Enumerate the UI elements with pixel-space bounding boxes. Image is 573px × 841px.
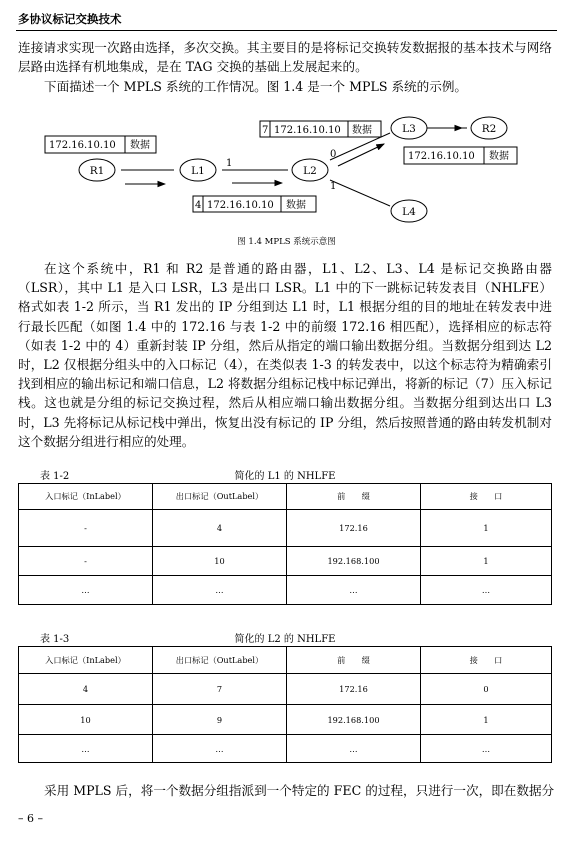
port-label-l2-up: 0 [330, 149, 337, 160]
table-cell: … [19, 576, 153, 605]
table-header-cell: 接 口 [421, 484, 552, 510]
table-header-cell: 出口标记（OutLabel） [153, 484, 287, 510]
table-cell: … [153, 735, 287, 763]
table-number: 表 1-2 [40, 471, 70, 482]
node-label-r1: R1 [89, 165, 105, 177]
node-label-r2: R2 [481, 123, 497, 135]
table-cell: … [153, 576, 287, 605]
node-label-l2: L2 [303, 165, 317, 177]
table-header-cell: 入口标记（InLabel） [19, 484, 153, 510]
table-row [19, 705, 552, 735]
table-1-2 [18, 483, 552, 605]
paragraph-3: 在这个系统中，R1 和 R2 是普通的路由器，L1、L2、L3、L4 是标记交换路由器（LSR），其中 L1 是入口 LSR，L3 是出口 LSR。L1 中的下一跳标记转发表目（NHLFE）格式如表 1-2 所示，当 R1 发出的 IP 分组到达 L1 时，L1 根据分组的目的地址在转发表中进行最长匹配（如图 1.4 中的 172.16 与表 1-2 中的前缀 172.16 相匹配），选择相应的标志符（如表 1-2 中的 4）重新封装 IP 分组，然后从指定的端口输出数据分组。当数据分组到达 L2 时，L2 仅根据分组头中的入口标记（4），在类似表 1-3 的转发表中，以这个标志符为精确索引找到相应的输出标记和端口信息，L2 将数据分组标记栈中标记弹出，将新的标记（7）压入标记栈。这也就是分组的标记交换过程，然后从相应端口输出数据分组。当数据分组到达出口 L3 时，L3 先将标记从标记栈中弹出，恢复出没有标记的 IP 分组，然后按照普通的路由转发机制对这个数据分组进行相应的处理。 [18, 261, 552, 449]
page-number: – 6 – [18, 812, 43, 825]
table-cell: 192.168.100 [287, 705, 421, 735]
table-header-cell: 入口标记（InLabel） [19, 647, 153, 674]
table-cell: 10 [153, 547, 287, 576]
table-cell: … [287, 735, 421, 763]
packet-d-ip: 172.16.10.10 [408, 151, 475, 162]
table-cell: 172.16 [287, 674, 421, 705]
packet-c-data: 数据 [352, 125, 372, 136]
running-header: 多协议标记交换技术 [18, 12, 122, 26]
table-cell: 4 [153, 510, 287, 547]
table-header-cell: 接 口 [421, 647, 552, 674]
table-cell: - [19, 547, 153, 576]
paragraph-2: 下面描述一个 MPLS 系统的工作情况。图 1.4 是一个 MPLS 系统的示例。 [44, 79, 468, 94]
table-header-cell: 出口标记（OutLabel） [153, 647, 287, 674]
table-name: 简化的 L2 的 NHLFE [234, 634, 336, 645]
table-cell: 7 [153, 674, 287, 705]
table-cell: 10 [19, 705, 153, 735]
table-number: 表 1-3 [40, 634, 70, 645]
table-cell: 4 [19, 674, 153, 705]
table-row [19, 547, 552, 576]
packet-b-label: 4 [195, 200, 202, 211]
node-label-l4: L4 [402, 206, 416, 218]
table-cell: - [19, 510, 153, 547]
packet-c-ip: 172.16.10.10 [274, 125, 341, 136]
packet-b-data: 数据 [286, 200, 306, 211]
table-cell: 172.16 [287, 510, 421, 547]
table-cell: … [421, 576, 552, 605]
packet-c-label: 7 [262, 125, 269, 136]
port-label-l1-out: 1 [226, 158, 233, 169]
mpls-diagram [0, 110, 573, 235]
table-cell: 9 [153, 705, 287, 735]
node-label-l3: L3 [402, 123, 416, 135]
packet-a-ip: 172.16.10.10 [49, 140, 116, 151]
port-label-l2-down: 1 [330, 181, 337, 192]
header-rule [16, 30, 557, 31]
table-cell: … [19, 735, 153, 763]
table-row [19, 735, 552, 763]
table-header-cell: 前 缀 [287, 647, 421, 674]
packet-d-data: 数据 [489, 151, 509, 162]
paragraph-1: 连接请求实现一次路由选择，多次交换。其主要目的是将标记交换转发数据报的基本技术与网络层路由选择有机地集成，是在 TAG 交换的基础上发展起来的。 [18, 40, 552, 75]
table-cell: 0 [421, 674, 552, 705]
table-cell: … [421, 735, 552, 763]
table-cell: … [287, 576, 421, 605]
packet-b-ip: 172.16.10.10 [207, 200, 274, 211]
node-label-l1: L1 [191, 165, 205, 177]
table-header-cell: 前 缀 [287, 484, 421, 510]
packet-a-data: 数据 [130, 140, 150, 151]
table-row [19, 674, 552, 705]
table-row [19, 510, 552, 547]
table-row [19, 576, 552, 605]
table-name: 简化的 L1 的 NHLFE [234, 471, 336, 482]
table-cell: 192.168.100 [287, 547, 421, 576]
link-l2-l4 [330, 180, 390, 206]
table-cell: 1 [421, 547, 552, 576]
figure-caption: 图 1.4 MPLS 系统示意图 [237, 237, 336, 247]
table-1-3 [18, 646, 552, 763]
table-cell: 1 [421, 510, 552, 547]
flow-arrow-icon [338, 144, 384, 166]
table-cell: 1 [421, 705, 552, 735]
paragraph-4: 采用 MPLS 后，将一个数据分组指派到一个特定的 FEC 的过程，只进行一次，即在数据分 [44, 783, 555, 798]
